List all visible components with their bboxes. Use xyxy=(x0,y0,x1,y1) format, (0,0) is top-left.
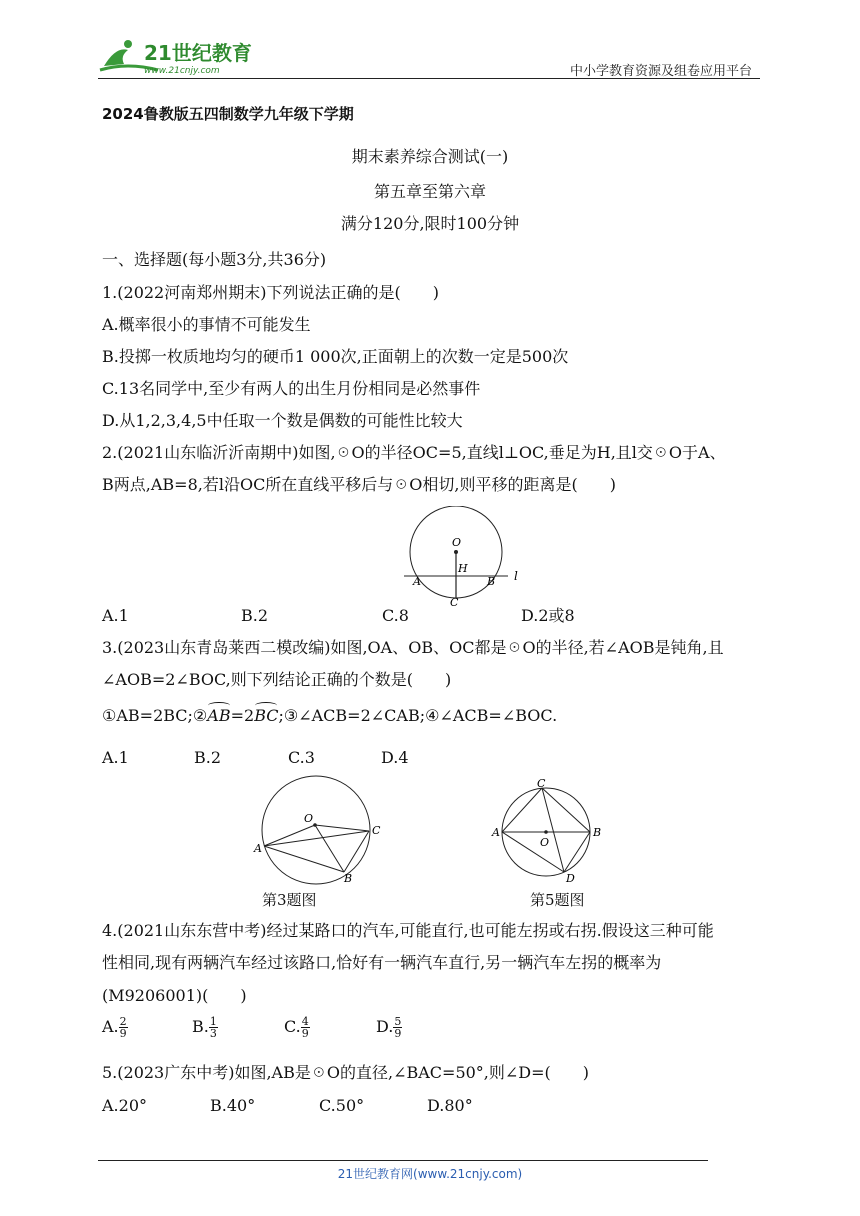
q3-statement-part1: ①AB=2BC;② xyxy=(102,706,208,725)
doc-title: 2024鲁教版五四制数学九年级下学期 xyxy=(102,105,354,123)
q4-option-b-fraction: $\frac{1}{3}$ xyxy=(209,1015,217,1040)
q1-option-d: D.从1,2,3,4,5中任取一个数是偶数的可能性比较大 xyxy=(102,411,463,430)
q4-stem-line2: 性相同,现有两辆汽车经过该路口,恰好有一辆汽车直行,另一辆汽车左拐的概率为 xyxy=(102,953,662,972)
site-logo xyxy=(98,36,258,76)
svg-text:C: C xyxy=(372,824,381,837)
exam-scope: 第五章至第六章 xyxy=(373,182,486,201)
q4-option-d-fraction: $\frac{5}{9}$ xyxy=(394,1015,402,1040)
svg-text:B: B xyxy=(593,826,602,839)
q4-option-b: B. $\frac{1}{3}$ xyxy=(192,1015,217,1040)
q2-option-b: B.2 xyxy=(241,606,269,625)
q5-option-b: B.40° xyxy=(210,1096,256,1115)
q5-option-d: D.80° xyxy=(427,1096,473,1115)
q2-stem-line2: B两点,AB=8,若l沿OC所在直线平移后与☉O相切,则平移的距离是( ) xyxy=(102,475,616,494)
footer-text: 21世纪教育网(www.21cnjy.com) xyxy=(337,1167,523,1181)
q4-option-a: A. $\frac{2}{9}$ xyxy=(102,1015,127,1040)
svg-text:A: A xyxy=(254,842,262,855)
q4-option-d: D. $\frac{5}{9}$ xyxy=(376,1015,402,1040)
figure-3 xyxy=(248,774,388,890)
q2-option-c: C.8 xyxy=(382,606,409,625)
q3-option-a: A.1 xyxy=(102,748,129,767)
svg-text:O: O xyxy=(452,536,462,549)
svg-text:l: l xyxy=(514,569,518,583)
q5-option-a: A.20° xyxy=(102,1096,147,1115)
svg-text:C: C xyxy=(450,596,459,606)
section-heading: 一、选择题(每小题3分,共36分) xyxy=(102,250,327,269)
svg-text:B: B xyxy=(487,575,496,588)
q4-option-c-fraction: $\frac{4}{9}$ xyxy=(301,1015,309,1040)
q3-arc-bc: BC xyxy=(254,706,279,725)
q1-option-c: C.13名同学中,至少有两人的出生月份相同是必然事件 xyxy=(102,379,481,398)
q2-stem-line1: 2.(2021山东临沂沂南期中)如图,☉O的半径OC=5,直线l⊥OC,垂足为H,且l交☉O于A、 xyxy=(102,443,726,462)
q5-option-c: C.50° xyxy=(319,1096,365,1115)
q3-stem-line2: ∠AOB=2∠BOC,则下列结论正确的个数是( ) xyxy=(102,670,452,689)
footer-divider xyxy=(98,1160,708,1161)
svg-text:www.21cnjy.com: www.21cnjy.com xyxy=(144,66,220,76)
q4-option-a-fraction: $\frac{2}{9}$ xyxy=(119,1015,127,1040)
q3-statements xyxy=(102,706,557,726)
q3-option-b: B.2 xyxy=(194,748,222,767)
svg-text:21世纪教育: 21世纪教育 xyxy=(144,41,252,65)
q3-statement-part3: ;③∠ACB=2∠CAB;④∠ACB=∠BOC. xyxy=(278,706,558,725)
q4-stem-line1: 4.(2021山东东营中考)经过某路口的汽车,可能直行,也可能左拐或右拐.假设这三种可能 xyxy=(102,921,714,940)
exam-limits: 满分120分,限时100分钟 xyxy=(340,214,520,233)
svg-text:D: D xyxy=(566,872,575,884)
exam-name: 期末素养综合测试(一) xyxy=(351,147,509,166)
q1-option-b: B.投掷一枚质地均匀的硬币1 000次,正面朝上的次数一定是500次 xyxy=(102,347,569,366)
svg-text:A: A xyxy=(413,575,421,588)
q4-option-c: C. $\frac{4}{9}$ xyxy=(284,1015,309,1040)
svg-text:O: O xyxy=(304,812,314,825)
figure-5-caption: 第5题图 xyxy=(530,891,585,909)
svg-text:O: O xyxy=(540,836,550,849)
header-divider xyxy=(98,78,760,79)
figure-3-caption: 第3题图 xyxy=(262,891,317,909)
q2-option-a: A.1 xyxy=(102,606,129,625)
svg-text:C: C xyxy=(537,777,546,790)
q3-stem-line1: 3.(2023山东青岛莱西二模改编)如图,OA、OB、OC都是☉O的半径,若∠AOB是钝角,且 xyxy=(102,638,724,657)
q1-option-a: A.概率很小的事情不可能发生 xyxy=(102,315,311,334)
q3-option-c: C.3 xyxy=(288,748,315,767)
figure-5 xyxy=(490,776,612,888)
svg-text:H: H xyxy=(458,562,468,575)
q1-stem: 1.(2022河南郑州期末)下列说法正确的是( ) xyxy=(102,283,439,302)
svg-text:A: A xyxy=(492,826,500,839)
q2-figure xyxy=(400,506,530,610)
q4-stem-line3: (M9206001)( ) xyxy=(102,986,247,1005)
q2-option-d: D.2或8 xyxy=(521,606,575,625)
q3-statement-part2: =2 xyxy=(230,706,255,725)
q3-option-d: D.4 xyxy=(381,748,409,767)
q5-stem: 5.(2023广东中考)如图,AB是☉O的直径,∠BAC=50°,则∠D=( ) xyxy=(102,1063,590,1082)
q3-arc-ab: AB xyxy=(207,706,231,725)
platform-name: 中小学教育资源及组卷应用平台 xyxy=(570,64,753,79)
svg-text:B: B xyxy=(344,872,353,885)
